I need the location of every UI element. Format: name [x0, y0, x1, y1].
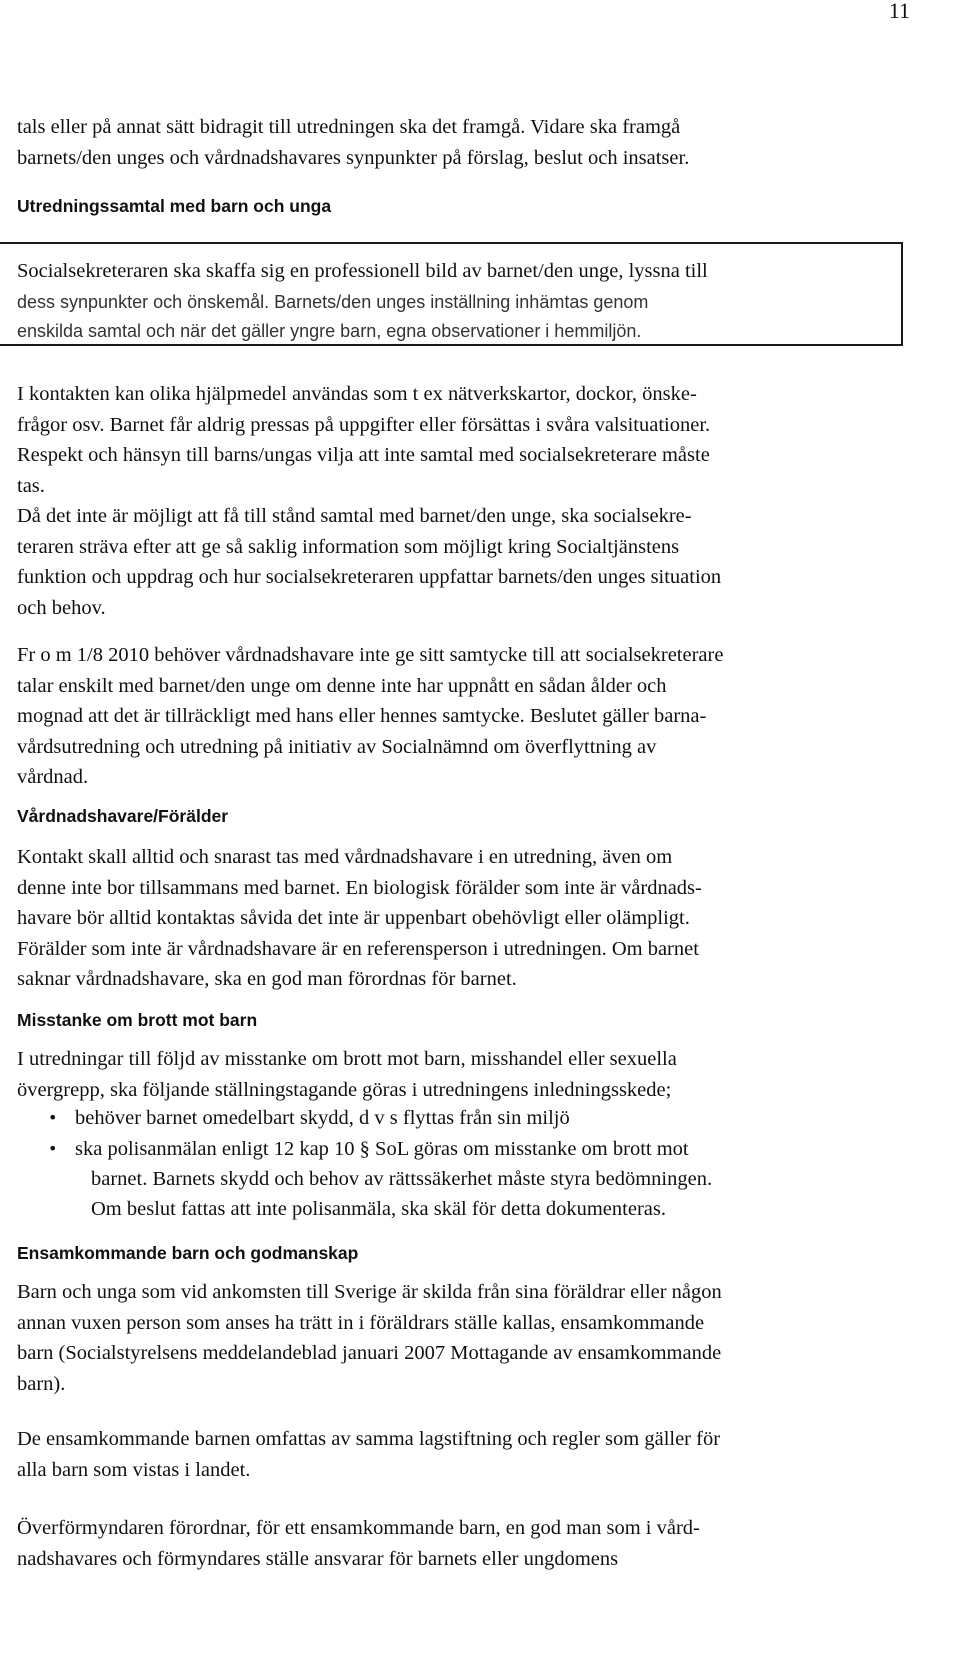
intro-paragraph: tals eller på annat sätt bidragit till utredningen ska det framgå. Vidare ska framgå barnets/den unges och vårdnadshavares synpunkter på förslag, beslut och insatser. — [17, 116, 690, 169]
paragraph-samtycke: Fr o m 1/8 2010 behöver vårdnadshavare inte ge sitt samtycke till att socialsekreterare talar enskilt med barnet/den unge om denne inte har uppnått en sådan ålder och mognad att det är tillräckligt med hans eller hennes samtycke. Beslutet gäller barna- vårdsutredning och utredning på initiativ av Socialnämnd om överflyttning av vårdnad. — [17, 644, 724, 788]
section-heading-misstanke: Misstanke om brott mot barn — [17, 1010, 258, 1030]
section-heading-utredningssamtal: Utredningssamtal med barn och unga — [17, 196, 332, 216]
page-number: 11 — [888, 0, 910, 23]
paragraph-misstanke: I utredningar till följd av misstanke om brott mot barn, misshandel eller sexuella övergrepp, ska följande ställningstagande göras i utredningens inledningsskede; — [17, 1048, 677, 1101]
section-heading-vardnadshavare: Vårdnadshavare/Förälder — [17, 806, 229, 826]
section-heading-ensamkommande: Ensamkommande barn och godmanskap — [17, 1243, 359, 1263]
list-item: behöver barnet omedelbart skydd, d v s flyttas från sin miljö — [75, 1107, 570, 1129]
paragraph-lagstiftning: De ensamkommande barnen omfattas av samma lagstiftning och regler som gäller för alla barn som vistas i landet. — [17, 1428, 721, 1481]
paragraph-overformyndaren: Överförmyndaren förordnar, för ett ensamkommande barn, en god man som i vård- nadshavares och förmyndares ställe ansvarar för barnets eller ungdomens — [17, 1517, 700, 1570]
bullet-icon: • — [48, 1108, 58, 1127]
list-item: ska polisanmälan enligt 12 kap 10 § SoL göras om misstanke om brott mot — [75, 1138, 689, 1160]
paragraph-vardnadshavare: Kontakt skall alltid och snarast tas med vårdnadshavare i en utredning, även om denne inte bor tillsammans med barnet. En biologisk förälder som inte är vårdnads- havare bör alltid kontaktas såvida det inte är uppenbart obehövligt eller olämpligt. Förälder som inte är vårdnadshavare är en referensperson i utredningen. Om barnet saknar vårdnadshavare, ska en god man förordnas för barnet. — [17, 846, 702, 990]
list-item-continuation: barnet. Barnets skydd och behov av rättssäkerhet måste styra bedömningen. — [91, 1168, 713, 1190]
bullet-icon: • — [48, 1139, 58, 1158]
paragraph-ensamkommande: Barn och unga som vid ankomsten till Sverige är skilda från sina föräldrar eller någon annan vuxen person som anses ha trätt in i föräldrars ställe kallas, ensamkommande barn (Socialstyrelsens meddelandeblad januari 2007 Mottagande av ensamkommande barn). — [17, 1281, 722, 1395]
paragraph-hjalpmedel: I kontakten kan olika hjälpmedel användas som t ex nätverkskartor, dockor, önske- frågor osv. Barnet får aldrig pressas på uppgifter eller försättas i svåra valsituationer. Respekt och hänsyn till barns/ungas vilja att inte samtal med socialsekreterare måste tas. Då det inte är möjligt att få till stånd samtal med barnet/den unge, ska socialsekre- teraren sträva efter att ge så saklig information som möjligt kring Socialtjänstens funktion och uppdrag och hur socialsekreteraren uppfattar barnets/den unges situation och behov. — [17, 383, 722, 619]
list-item-continuation: Om beslut fattas att inte polisanmäla, ska skäl för detta dokumenteras. — [91, 1198, 666, 1220]
boxed-paragraph: Socialsekreteraren ska skaffa sig en professionell bild av barnet/den unge, lyssna till dess synpunkter och önskemål. Barnets/den unges inställning inhämtas genom enskilda samtal och när det gäller yngre barn, egna observationer i hemmiljön. — [17, 260, 708, 341]
